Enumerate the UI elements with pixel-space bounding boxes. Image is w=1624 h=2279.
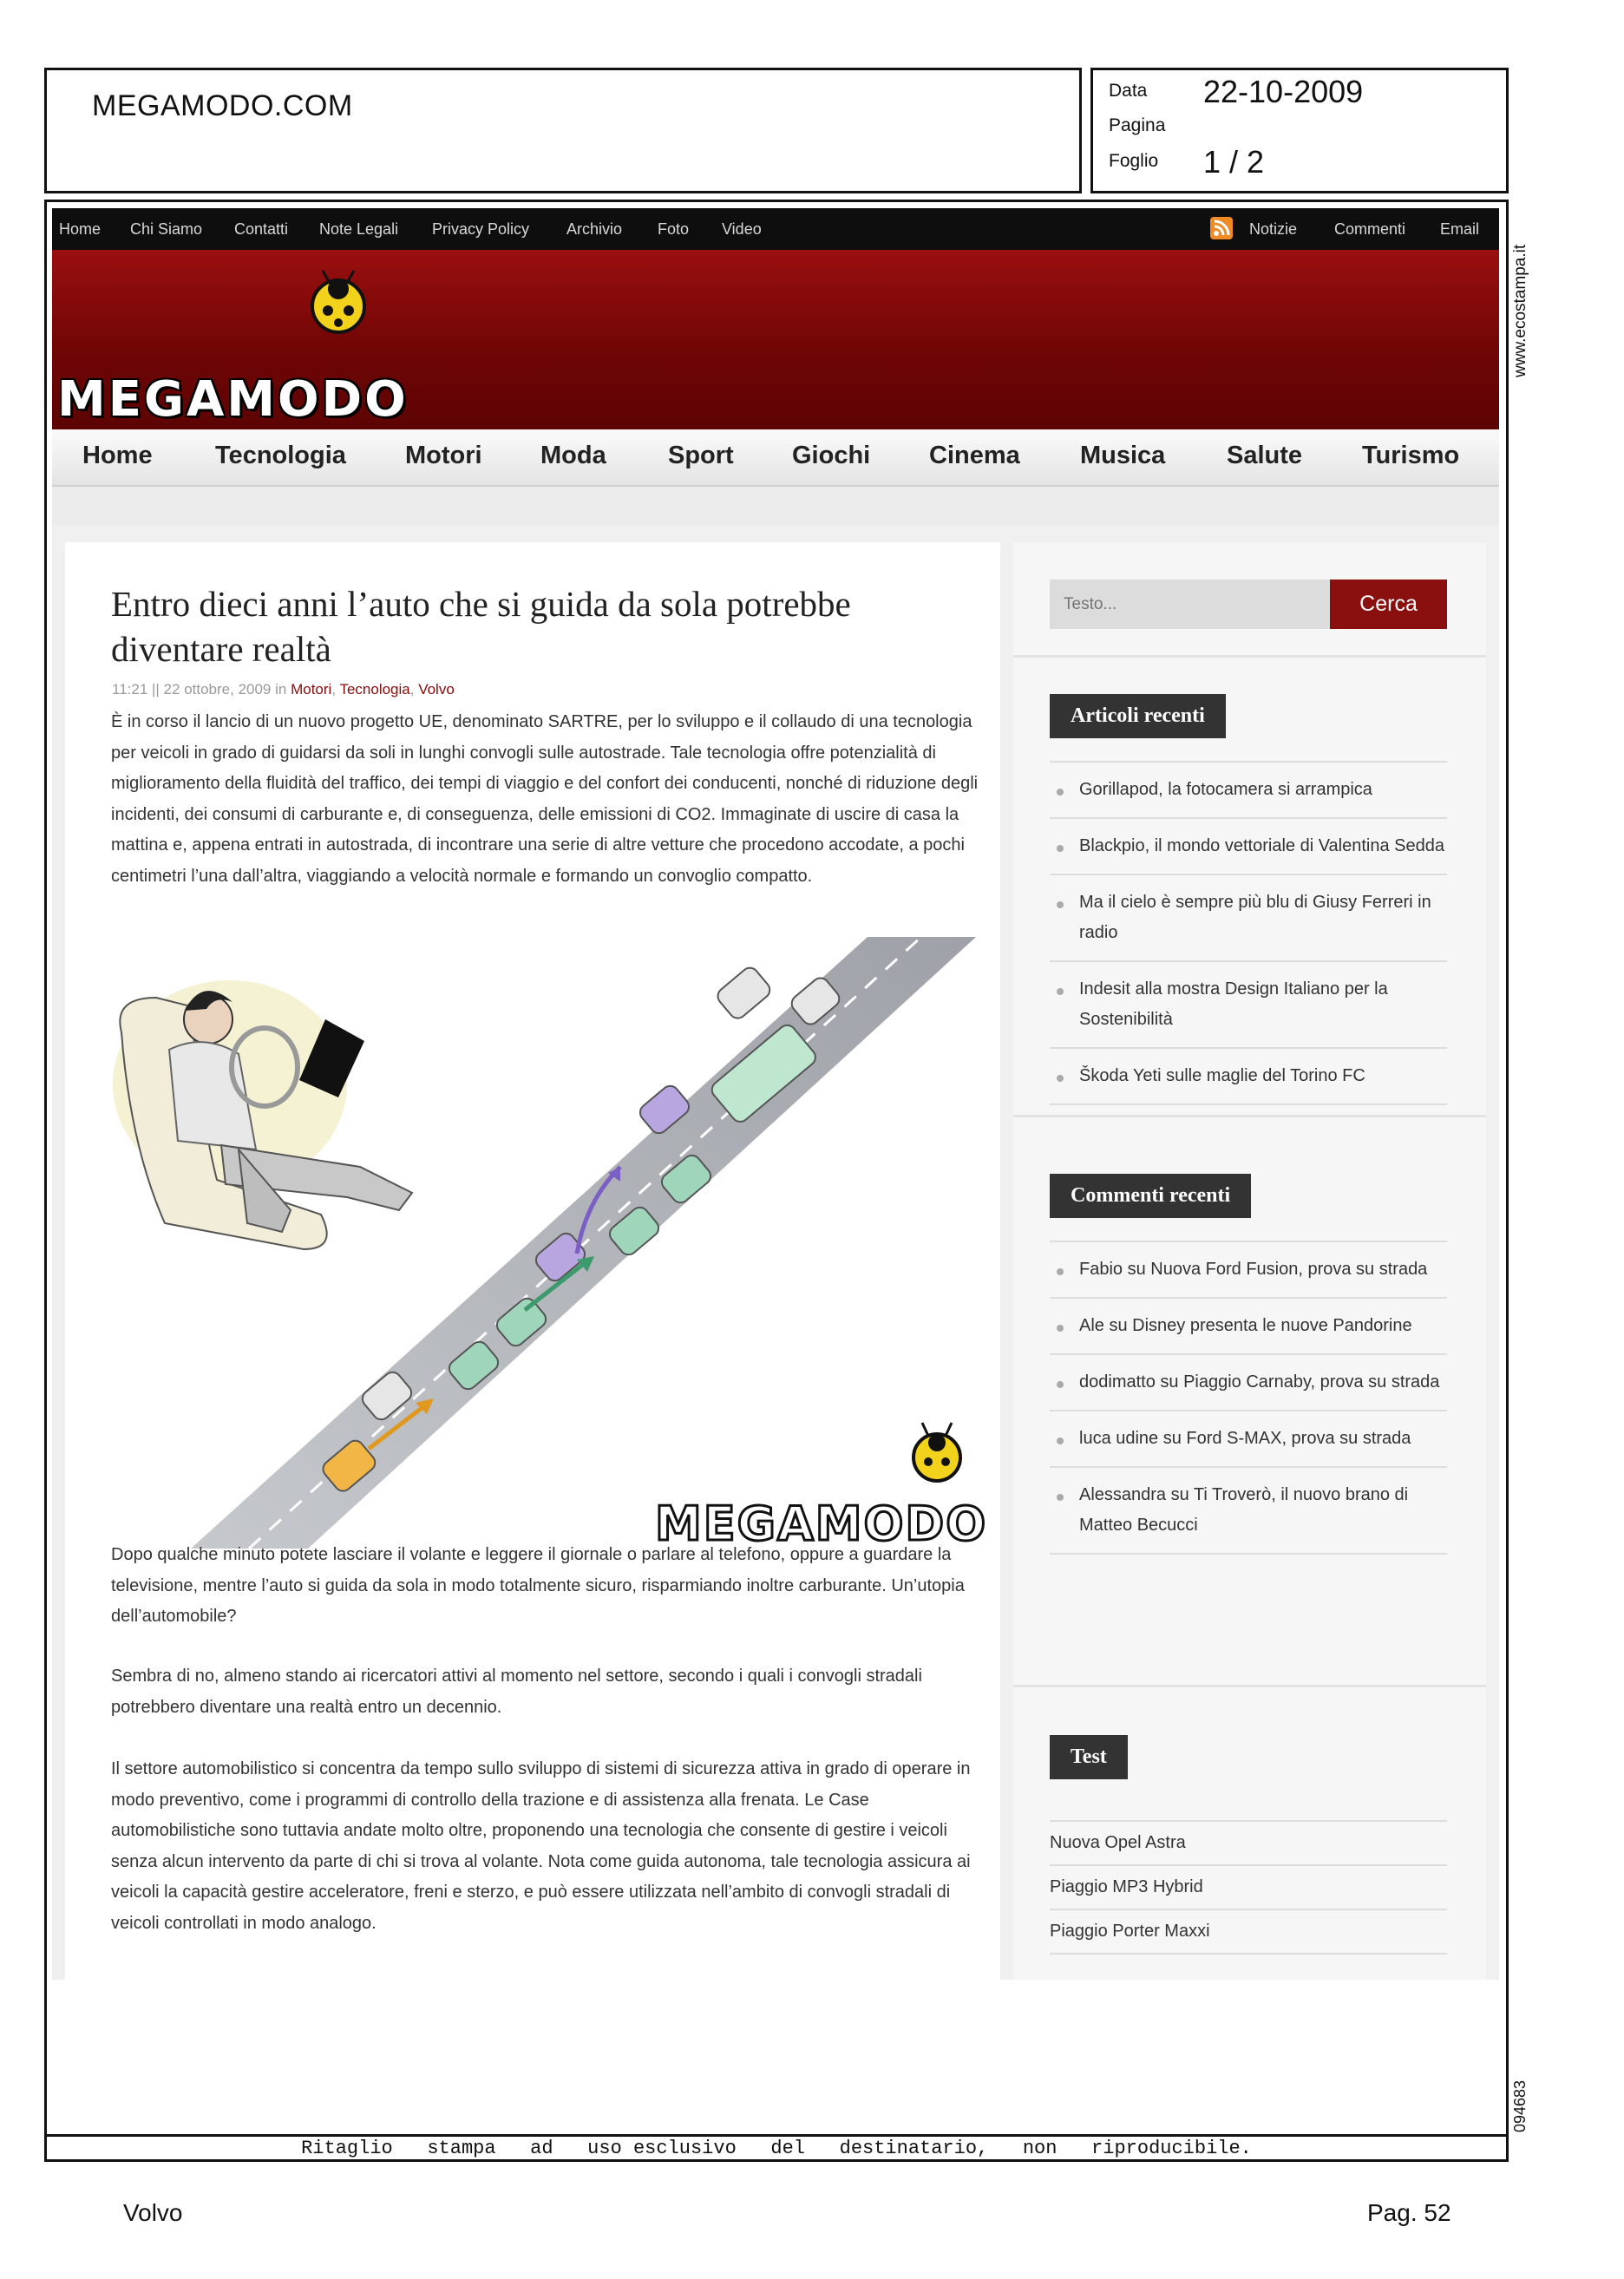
list-item[interactable]: Fabio su Nuova Ford Fusion, prova su strada: [1050, 1242, 1447, 1299]
top-link-notizie[interactable]: Notizie: [1249, 220, 1298, 238]
recent-comments-list: [1050, 1241, 1447, 1555]
list-item[interactable]: Blackpio, il mondo vettoriale di Valentina Sedda: [1050, 819, 1447, 875]
article-meta: 11:21 || 22 ottobre, 2009 in Motori, Tecnologia, Volvo: [112, 681, 455, 697]
footer-page: Pag. 52: [1367, 2199, 1451, 2226]
disclaimer-text: Ritaglio stampa ad uso esclusivo del destinatario, non riproducibile.: [301, 2138, 1252, 2159]
footer-topic: Volvo: [123, 2199, 183, 2226]
search-button[interactable]: Cerca: [1330, 580, 1447, 629]
illustration-logo: MEGAMODO: [655, 1496, 985, 1549]
list-item[interactable]: Indesit alla mostra Design Italiano per la Sostenibilità: [1050, 962, 1447, 1049]
list-item[interactable]: Gorillapod, la fotocamera si arrampica: [1050, 763, 1447, 819]
list-item[interactable]: Piaggio MP3 Hybrid: [1050, 1866, 1447, 1910]
top-link-email[interactable]: Email: [1440, 220, 1480, 238]
sidebar: [1013, 542, 1486, 1980]
nav-cinema[interactable]: Cinema: [929, 442, 1020, 469]
nav-giochi[interactable]: Giochi: [792, 442, 871, 469]
article-paragraph: Dopo qualche minuto potete lasciare il volante e leggere il giornale o parlare al telefono, oppure a guardare la televisione, mentre l’auto si guida da sola in modo totalmente sicuro, risparmiando inoltre carburante. Un’utopia dell’automobile?: [111, 1545, 965, 1626]
search-input[interactable]: [1050, 580, 1332, 629]
sidebar-divider: [1013, 1685, 1486, 1687]
list-item[interactable]: Piaggio Porter Maxxi: [1050, 1910, 1447, 1955]
site-banner: [52, 250, 1499, 429]
list-item[interactable]: dodimatto su Piaggio Carnaby, prova su strada: [1050, 1355, 1447, 1411]
top-link-home[interactable]: Home: [59, 220, 102, 238]
sheet-label: Foglio: [1109, 151, 1159, 171]
recent-articles-list: [1050, 761, 1447, 1105]
main-navigation: [52, 429, 1499, 487]
article: [65, 542, 1000, 1980]
nav-moda[interactable]: Moda: [540, 442, 606, 469]
top-link-video[interactable]: Video: [722, 220, 762, 238]
list-item[interactable]: luca udine su Ford S-MAX, prova su strada: [1050, 1411, 1447, 1468]
sheet-value: 1 / 2: [1203, 144, 1265, 180]
top-link-chi-siamo[interactable]: Chi Siamo: [130, 220, 203, 238]
list-item[interactable]: Alessandra su Ti Troverò, il nuovo brano di Matteo Becucci: [1050, 1468, 1447, 1555]
nav-turismo[interactable]: Turismo: [1362, 442, 1460, 469]
site-logo[interactable]: MEGAMODO: [57, 371, 409, 428]
category-link[interactable]: Tecnologia: [339, 681, 410, 697]
nav-musica[interactable]: Musica: [1080, 442, 1166, 469]
top-link-privacy[interactable]: Privacy Policy: [432, 220, 530, 238]
recent-comments-title: Commenti recenti: [1050, 1174, 1251, 1218]
sub-bar: [52, 487, 1499, 525]
article-illustration: [108, 937, 985, 1549]
list-item[interactable]: Nuova Opel Astra: [1050, 1822, 1447, 1866]
nav-tecnologia[interactable]: Tecnologia: [215, 442, 346, 469]
article-title[interactable]: Entro dieci anni l’auto che si guida da sola potrebbe diventare realtà: [111, 584, 851, 669]
recent-articles-title: Articoli recenti: [1050, 694, 1226, 738]
side-code: 094683: [1511, 2079, 1529, 2132]
side-url: www.ecostampa.it: [1511, 244, 1529, 377]
clipping-source: MEGAMODO.COM: [92, 89, 353, 122]
top-utility-bar: [52, 208, 1499, 250]
top-link-archivio[interactable]: Archivio: [566, 220, 623, 238]
test-list: [1050, 1820, 1447, 1955]
nav-motori[interactable]: Motori: [405, 442, 482, 469]
top-link-commenti[interactable]: Commenti: [1334, 220, 1406, 238]
road-convoy-illustration: [108, 937, 985, 1549]
list-item[interactable]: Škoda Yeti sulle maglie del Torino FC: [1050, 1049, 1447, 1105]
sidebar-divider: [1013, 655, 1486, 658]
nav-salute[interactable]: Salute: [1227, 442, 1303, 469]
page-label: Pagina: [1109, 115, 1166, 135]
article-paragraph: È in corso il lancio di un nuovo progetto UE, denominato SARTRE, per lo sviluppo e il collaudo di una tecnologia per veicoli in grado di guidarsi da soli in lunghi convogli sulle autostrade. Tale tecnologia offre potenzialità di miglioramento della fluidità del traffico, dei tempi di viaggio e del confort dei conducenti, nonché di riduzione degli incidenti, dei consumi di carburante e, di conseguenza, delle emissioni di CO2. Immaginate di uscire di casa la mattina e, appena entrati in autostrada, di incontrare una serie di altre vetture che procedono accodate, a pochi centimetri l’una dall’altra, viaggiando a velocità normale e formando un convoglio compatto.: [111, 712, 979, 886]
rss-icon[interactable]: [1210, 217, 1233, 239]
clipping-source-box: [44, 68, 1082, 193]
ladybug-logo-icon: [304, 267, 373, 337]
date-value: 22-10-2009: [1203, 74, 1364, 109]
date-label: Data: [1109, 81, 1148, 101]
test-widget-title: Test: [1050, 1735, 1128, 1779]
list-item[interactable]: Ma il cielo è sempre più blu di Giusy Ferreri in radio: [1050, 875, 1447, 962]
list-item[interactable]: Ale su Disney presenta le nuove Pandorine: [1050, 1299, 1447, 1355]
top-link-foto[interactable]: Foto: [658, 220, 690, 238]
disclaimer-bar: [44, 2134, 1509, 2162]
top-link-note-legali[interactable]: Note Legali: [319, 220, 399, 238]
top-link-contatti[interactable]: Contatti: [234, 220, 289, 238]
nav-home[interactable]: Home: [82, 442, 153, 469]
sidebar-divider: [1013, 1115, 1486, 1117]
category-link[interactable]: Volvo: [418, 681, 455, 697]
nav-sport[interactable]: Sport: [668, 442, 734, 469]
category-link[interactable]: Motori: [291, 681, 332, 697]
clipping-info-box: [1090, 68, 1509, 193]
website-capture: [52, 208, 1499, 1980]
article-paragraph: Sembra di no, almeno stando ai ricercatori attivi al momento nel settore, secondo i quali i convogli stradali potrebbero diventare una realtà entro un decennio.: [111, 1667, 922, 1717]
article-paragraph: Il settore automobilistico si concentra da tempo sullo sviluppo di sistemi di sicurezza attiva in grado di operare in modo preventivo, come i programmi di controllo della trazione e di assistenza alla frenata. Le Case automobilistiche sono tuttavia andate molto oltre, proponendo una tecnologia che consente di gestire i veicoli senza alcun intervento da parte di chi si trova al volante. Nota come guida autonoma, tale tecnologia assicura ai veicoli la capacità gestire acceleratore, freni e sterzo, e può essere utilizzata nell’ambito di convogli stradali di veicoli controllati in modo analogo.: [111, 1759, 971, 1933]
